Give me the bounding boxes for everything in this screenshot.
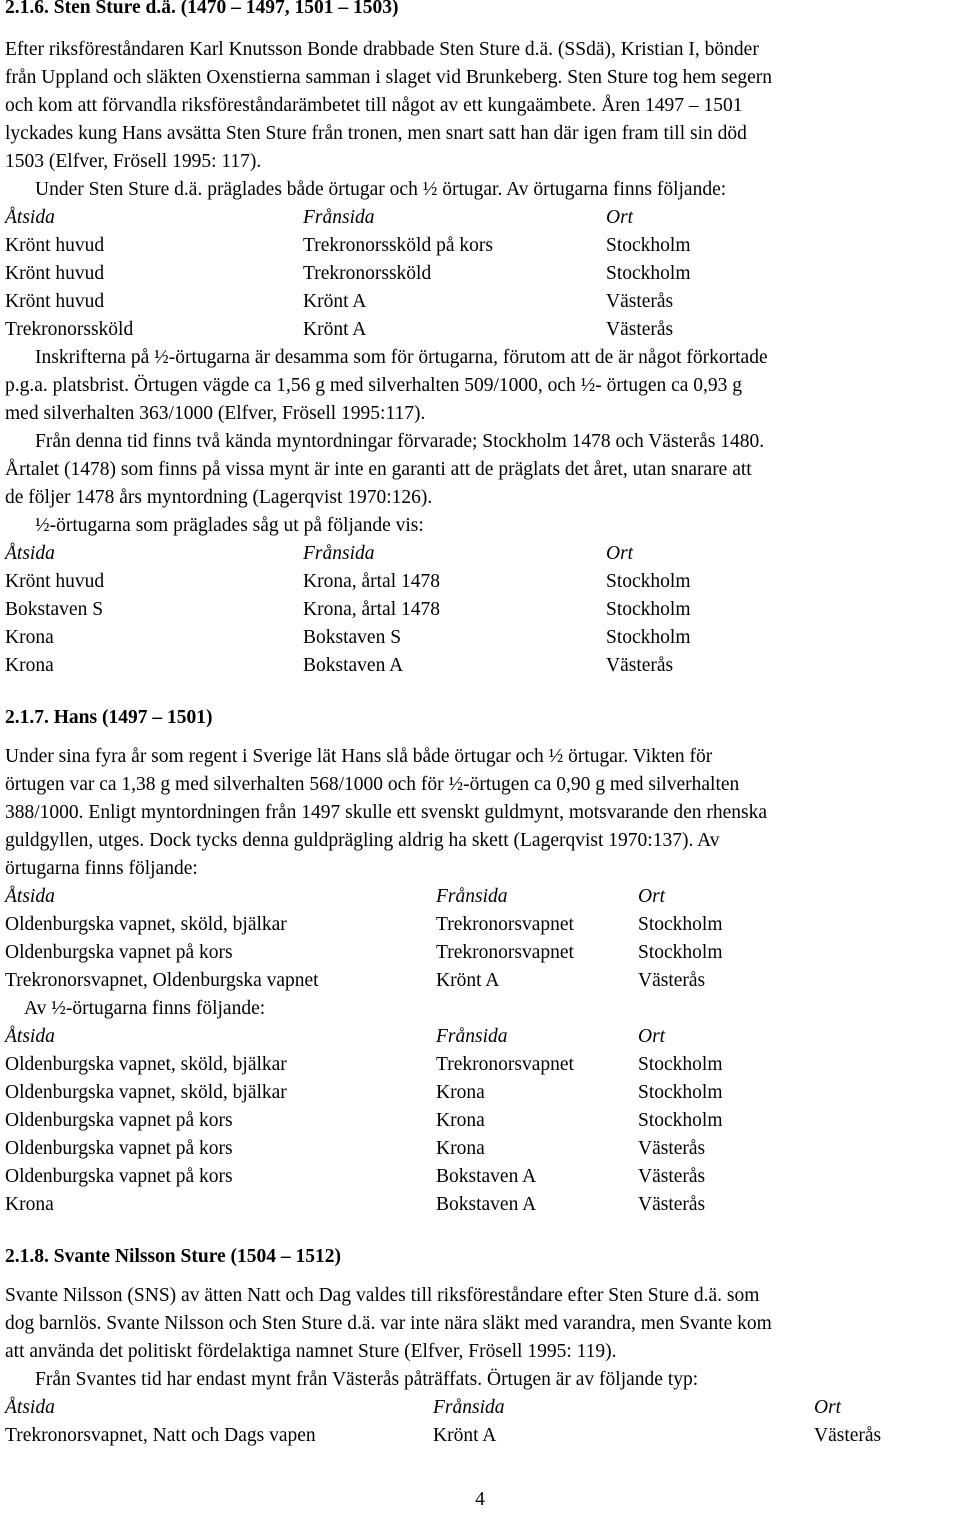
cell-fransida: Bokstaven S [303, 627, 402, 648]
section-heading-2-1-8: 2.1.8. Svante Nilsson Sture (1504 – 1512) [5, 1246, 342, 1267]
cell-atsida: Krönt huvud [5, 291, 105, 312]
cell-ort: Stockholm [606, 263, 691, 284]
coin-table-hans-half-ortugar [5, 1023, 723, 1219]
text-line: örtugarna finns följande: [5, 858, 198, 879]
cell-fransida: Krönt A [436, 970, 500, 991]
cell-ort: Stockholm [638, 942, 723, 963]
table-row [5, 652, 691, 680]
table-row [5, 1135, 723, 1163]
text-line: dog barnlös. Svante Nilsson och Sten Sture d.ä. var inte nära släkt med varandra, men Svante kom [5, 1313, 772, 1334]
cell-ort: Västerås [606, 291, 674, 312]
table-row [5, 568, 691, 596]
cell-fransida: Krönt A [303, 319, 367, 340]
table-row [5, 1079, 723, 1107]
table-header-row [5, 1394, 881, 1422]
table-row [5, 316, 691, 344]
cell-fransida: Trekronorssköld på kors [303, 235, 493, 256]
table-row [5, 1107, 723, 1135]
text-line: p.g.a. platsbrist. Örtugen vägde ca 1,56 g med silverhalten 509/1000, och ½- örtugen ca 0,93 g [5, 375, 743, 396]
section-2-1-6-body [5, 36, 955, 680]
text-line: Årtalet (1478) som finns på vissa mynt är inte en garanti att de präglats det året, utan snarare att [5, 459, 752, 480]
cell-atsida: Oldenburgska vapnet på kors [5, 1138, 233, 1159]
text-line: från Uppland och släkten Oxenstierna samman i slaget vid Brunkeberg. Sten Sture tog hem segern [5, 67, 772, 88]
header-fransida: Frånsida [303, 207, 375, 228]
paragraph-intro [5, 36, 955, 176]
cell-atsida: Trekronorssköld [5, 319, 134, 340]
cell-fransida: Trekronorsvapnet [436, 942, 574, 963]
section-heading-2-1-7: 2.1.7. Hans (1497 – 1501) [5, 707, 213, 728]
table-row [5, 1163, 723, 1191]
cell-atsida: Krönt huvud [5, 235, 105, 256]
cell-atsida: Oldenburgska vapnet, sköld, bjälkar [5, 914, 287, 935]
section-2-1-8-body [5, 1282, 955, 1450]
text-line: Svante Nilsson (SNS) av ätten Natt och Dag valdes till riksföreståndare efter Sten Sture d.ä. som [5, 1285, 760, 1306]
table-header-row [5, 540, 691, 568]
table-row [5, 624, 691, 652]
text-line: Under sina fyra år som regent i Sverige lät Hans slå både örtugar och ½ örtugar. Vikten för [5, 746, 713, 767]
cell-fransida: Trekronorsvapnet [436, 1054, 574, 1075]
text-line: med silverhalten 363/1000 (Elfver, Frösell 1995:117). [5, 403, 426, 424]
text-line: örtugen var ca 1,38 g med silverhalten 568/1000 och för ½-örtugen ca 0,90 g med silverhalten [5, 774, 740, 795]
cell-ort: Stockholm [606, 235, 691, 256]
header-atsida: Åtsida [5, 1397, 55, 1418]
cell-fransida: Krona [436, 1082, 485, 1103]
cell-ort: Västerås [814, 1425, 882, 1446]
cell-ort: Stockholm [638, 1082, 723, 1103]
coin-table-svante-ortugar [5, 1394, 881, 1450]
paragraph-ortugar-intro: Under Sten Sture d.ä. präglades både örtugar och ½ örtugar. Av örtugarna finns följande: [35, 179, 727, 200]
header-atsida: Åtsida [5, 543, 55, 564]
cell-fransida: Bokstaven A [436, 1166, 537, 1187]
header-fransida: Frånsida [436, 886, 508, 907]
section-heading-2-1-6: 2.1.6. Sten Sture d.ä. (1470 – 1497, 1501 – 1503) [5, 0, 399, 18]
table-row [5, 939, 723, 967]
cell-ort: Stockholm [606, 599, 691, 620]
text-line: 388/1000. Enligt myntordningen från 1497 skulle ett svenskt guldmynt, motsvarande den rhenska [5, 802, 768, 823]
table-row [5, 260, 691, 288]
cell-atsida: Krona [5, 1194, 54, 1215]
header-ort: Ort [638, 886, 666, 907]
cell-atsida: Krona [5, 655, 54, 676]
text-line: Inskrifterna på ½-örtugarna är desamma som för örtugarna, förutom att de är något förkortade [35, 347, 768, 368]
table-row [5, 1422, 881, 1450]
paragraph-inscriptions [5, 344, 955, 428]
header-ort: Ort [606, 207, 634, 228]
cell-fransida: Bokstaven A [303, 655, 404, 676]
header-ort: Ort [638, 1026, 666, 1047]
section-2-1-7-body [5, 743, 955, 1219]
coin-table-hans-ortugar [5, 883, 723, 995]
text-line: att använda det politiskt fördelaktiga namnet Sture (Elfver, Frösell 1995: 119). [5, 1341, 617, 1362]
paragraph-half-ortugar-intro: ½-örtugarna som präglades såg ut på följande vis: [35, 515, 424, 536]
table-header-row [5, 204, 691, 232]
table-row [5, 1191, 723, 1219]
cell-fransida: Bokstaven A [436, 1194, 537, 1215]
header-fransida: Frånsida [433, 1397, 505, 1418]
table-row [5, 967, 723, 995]
paragraph-svante-intro [5, 1282, 955, 1366]
cell-fransida: Trekronorssköld [303, 263, 432, 284]
cell-fransida: Krona, årtal 1478 [303, 571, 440, 592]
cell-atsida: Krönt huvud [5, 263, 105, 284]
table-row [5, 911, 723, 939]
paragraph-svante-ortug: Från Svantes tid har endast mynt från Västerås påträffats. Örtugen är av följande typ: [35, 1369, 699, 1390]
text-line: Efter riksföreståndaren Karl Knutsson Bonde drabbade Sten Sture d.ä. (SSdä), Kristian I, bönder [5, 39, 759, 60]
cell-ort: Västerås [638, 1166, 706, 1187]
cell-atsida: Oldenburgska vapnet, sköld, bjälkar [5, 1082, 287, 1103]
cell-ort: Västerås [638, 1138, 706, 1159]
cell-ort: Stockholm [638, 1110, 723, 1131]
cell-ort: Stockholm [638, 914, 723, 935]
cell-ort: Stockholm [606, 571, 691, 592]
cell-atsida: Oldenburgska vapnet på kors [5, 1110, 233, 1131]
paragraph-hans-intro [5, 743, 955, 883]
cell-atsida: Bokstaven S [5, 599, 104, 620]
cell-atsida: Trekronorsvapnet, Oldenburgska vapnet [5, 970, 319, 991]
header-atsida: Åtsida [5, 1026, 55, 1047]
page-number: 4 [475, 1489, 485, 1510]
cell-atsida: Krona [5, 627, 54, 648]
paragraph-hans-half-intro: Av ½-örtugarna finns följande: [24, 998, 266, 1019]
table-header-row [5, 883, 723, 911]
table-header-row [5, 1023, 723, 1051]
text-line: de följer 1478 års myntordning (Lagerqvist 1970:126). [5, 487, 433, 508]
cell-fransida: Krona [436, 1110, 485, 1131]
header-ort: Ort [814, 1397, 842, 1418]
cell-ort: Västerås [606, 319, 674, 340]
cell-ort: Västerås [606, 655, 674, 676]
header-atsida: Åtsida [5, 207, 55, 228]
text-line: guldgyllen, utges. Dock tycks denna guldprägling aldrig ha skett (Lagerqvist 1970:137). Av [5, 830, 720, 851]
table-row [5, 1051, 723, 1079]
cell-atsida: Oldenburgska vapnet, sköld, bjälkar [5, 1054, 287, 1075]
table-row [5, 596, 691, 624]
header-fransida: Frånsida [436, 1026, 508, 1047]
header-ort: Ort [606, 543, 634, 564]
cell-atsida: Oldenburgska vapnet på kors [5, 1166, 233, 1187]
header-atsida: Åtsida [5, 886, 55, 907]
cell-fransida: Krona [436, 1138, 485, 1159]
cell-fransida: Krona, årtal 1478 [303, 599, 440, 620]
table-row [5, 232, 691, 260]
cell-ort: Stockholm [606, 627, 691, 648]
cell-ort: Västerås [638, 970, 706, 991]
cell-fransida: Krönt A [433, 1425, 497, 1446]
cell-atsida: Krönt huvud [5, 571, 105, 592]
cell-atsida: Trekronorsvapnet, Natt och Dags vapen [5, 1425, 316, 1446]
coin-table-half-ortugar [5, 540, 691, 680]
paragraph-artalet [5, 456, 955, 512]
cell-fransida: Trekronorsvapnet [436, 914, 574, 935]
cell-fransida: Krönt A [303, 291, 367, 312]
paragraph-myntordningar: Från denna tid finns två kända myntordningar förvarade; Stockholm 1478 och Västerås 1480. [35, 431, 765, 452]
header-fransida: Frånsida [303, 543, 375, 564]
cell-ort: Västerås [638, 1194, 706, 1215]
text-line: 1503 (Elfver, Frösell 1995: 117). [5, 151, 262, 172]
text-line: och kom att förvandla riksföreståndarämbetet till något av ett kungaämbete. Åren 1497 – 1501 [5, 95, 743, 116]
table-row [5, 288, 691, 316]
coin-table-ortugar [5, 204, 691, 344]
text-line: lyckades kung Hans avsätta Sten Sture från tronen, men snart satt han där igen fram till sin död [5, 123, 747, 144]
cell-ort: Stockholm [638, 1054, 723, 1075]
cell-atsida: Oldenburgska vapnet på kors [5, 942, 233, 963]
